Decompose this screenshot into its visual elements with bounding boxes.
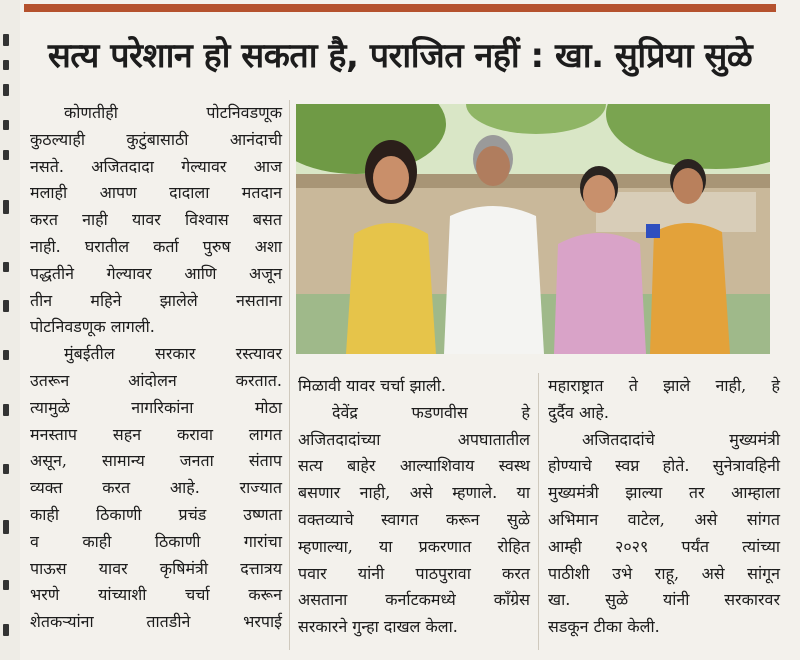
article-column-2 [298,373,530,641]
section-top-bar [24,4,776,12]
text-line: देवेंद्र फडणवीस हे [332,402,530,422]
text-line: नाही. घरातील कर्ता पुरुष अशा [30,236,282,256]
text-line: नसते. अजितदादा गेल्यावर आज [30,156,282,176]
column-divider [538,373,539,650]
article-column-3 [548,373,780,641]
text-line: मलाही आपण दादाला मतदान [30,183,282,203]
text-line: सडकून टीका केली. [548,617,660,637]
text-line: पाऊस यावर कृषिमंत्री दत्तात्रय [30,558,282,578]
article-headline: सत्य परेशान हो सकता है, पराजित नहीं : खा. सुप्रिया सुळे [47,36,753,76]
text-line: करत नाही यावर विश्वास बसत [30,210,282,230]
text-line: पवार यांनी पाठपुरावा करत [298,563,530,583]
text-line: मिळावी यावर चर्चा झाली. [298,376,446,395]
text-line: दुर्दैव आहे. [548,402,609,422]
text-line: उतरून आंदोलन करतात. [30,370,282,390]
text-line: मुंबईतील सरकार रस्त्यावर [64,344,282,364]
text-line: सरकारने गुन्हा दाखल केला. [298,617,458,637]
text-line: काही ठिकाणी प्रचंड उष्णता [30,504,282,524]
text-line: आम्ही २०२९ पर्यंत त्यांच्या [548,536,780,556]
text-line: पद्धतीने गेल्यावर आणि अजून [30,263,282,283]
text-line: पाठीशी उभे राहू, असे सांगून [548,563,780,583]
article-column-1 [30,100,282,636]
text-line: वक्तव्याचे स्वागत करून सुळे [298,509,530,529]
adjacent-column-edge [0,0,20,660]
text-line: होण्याचे स्वप्न होते. सुनेत्रावहिनी [548,456,780,476]
text-line: व काही ठिकाणी गारांचा [30,531,282,551]
text-line: सत्य बाहेर आल्याशिवाय स्वस्थ [298,456,530,476]
text-line: कोणतीही पोटनिवडणूक [64,103,282,122]
text-line: खा. सुळे यांनी सरकारवर [548,590,780,610]
column-divider [289,100,290,650]
text-line: त्यामुळे नागरिकांना मोठा [30,397,282,417]
text-line: कुठल्याही कुटुंबासाठी आनंदाची [30,129,282,149]
text-line: मुख्यमंत्री झाल्या तर आम्हाला [548,483,780,503]
text-line: अभिमान वाटेल, असे सांगत [548,509,780,529]
text-line: महाराष्ट्रात ते झाले नाही, हे [548,376,780,395]
text-line: व्यक्त करत आहे. राज्यात [30,478,282,498]
text-line: तीन महिने झालेले नसताना [30,290,282,310]
text-line: बसणार नाही, असे म्हणाले. या [298,483,530,503]
text-line: अजितदादांच्या अपघातातील [298,429,530,449]
text-line: असताना कर्नाटकमध्ये काँग्रेस [298,590,530,610]
article-photo [296,104,770,354]
text-line: पोटनिवडणूक लागली. [30,317,155,337]
text-line: म्हणाल्या, या प्रकरणात रोहित [298,536,530,556]
text-line: शेतकऱ्यांना तातडीने भरपाई [30,612,282,632]
text-line: मनस्ताप सहन करावा लागत [30,424,282,444]
text-line: अजितदादांचे मुख्यमंत्री [582,429,780,449]
text-line: भरणे यांच्याशी चर्चा करून [30,585,282,605]
text-line: असून, सामान्य जनता संताप [30,451,282,471]
